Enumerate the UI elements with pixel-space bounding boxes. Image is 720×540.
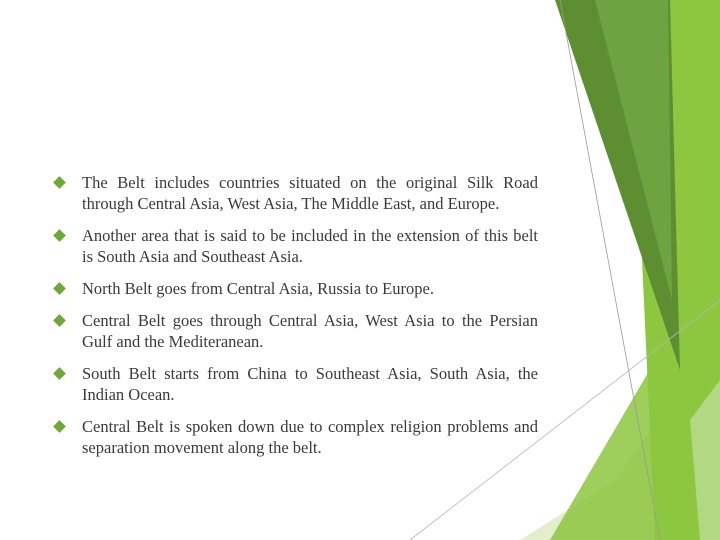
bullet-item xyxy=(52,172,538,214)
bullet-text: North Belt goes from Central Asia, Russia to Europe. xyxy=(82,279,434,298)
diamond-bullet-icon xyxy=(53,229,66,242)
bullet-item xyxy=(52,363,538,405)
bullet-text: Central Belt is spoken down due to complex religion problems and separation movement along the belt. xyxy=(82,417,538,457)
diamond-bullet-icon xyxy=(53,367,66,380)
bullet-text: Central Belt goes through Central Asia, West Asia to the Persian Gulf and the Mediteranean. xyxy=(82,311,538,351)
bullet-item xyxy=(52,416,538,458)
diamond-bullet-icon xyxy=(53,314,66,327)
diamond-bullet-icon xyxy=(53,420,66,433)
bullet-item xyxy=(52,278,538,299)
bullet-item xyxy=(52,310,538,352)
bullet-text: South Belt starts from China to Southeast Asia, South Asia, the Indian Ocean. xyxy=(82,364,538,404)
bullet-item xyxy=(52,225,538,267)
diamond-bullet-icon xyxy=(53,282,66,295)
diamond-bullet-icon xyxy=(53,176,66,189)
bullet-list xyxy=(52,172,538,469)
bullet-text: The Belt includes countries situated on the original Silk Road through Central Asia, West Asia, The Middle East, and Europe. xyxy=(82,173,538,213)
bullet-text: Another area that is said to be included in the extension of this belt is South Asia and Southeast Asia. xyxy=(82,226,538,266)
